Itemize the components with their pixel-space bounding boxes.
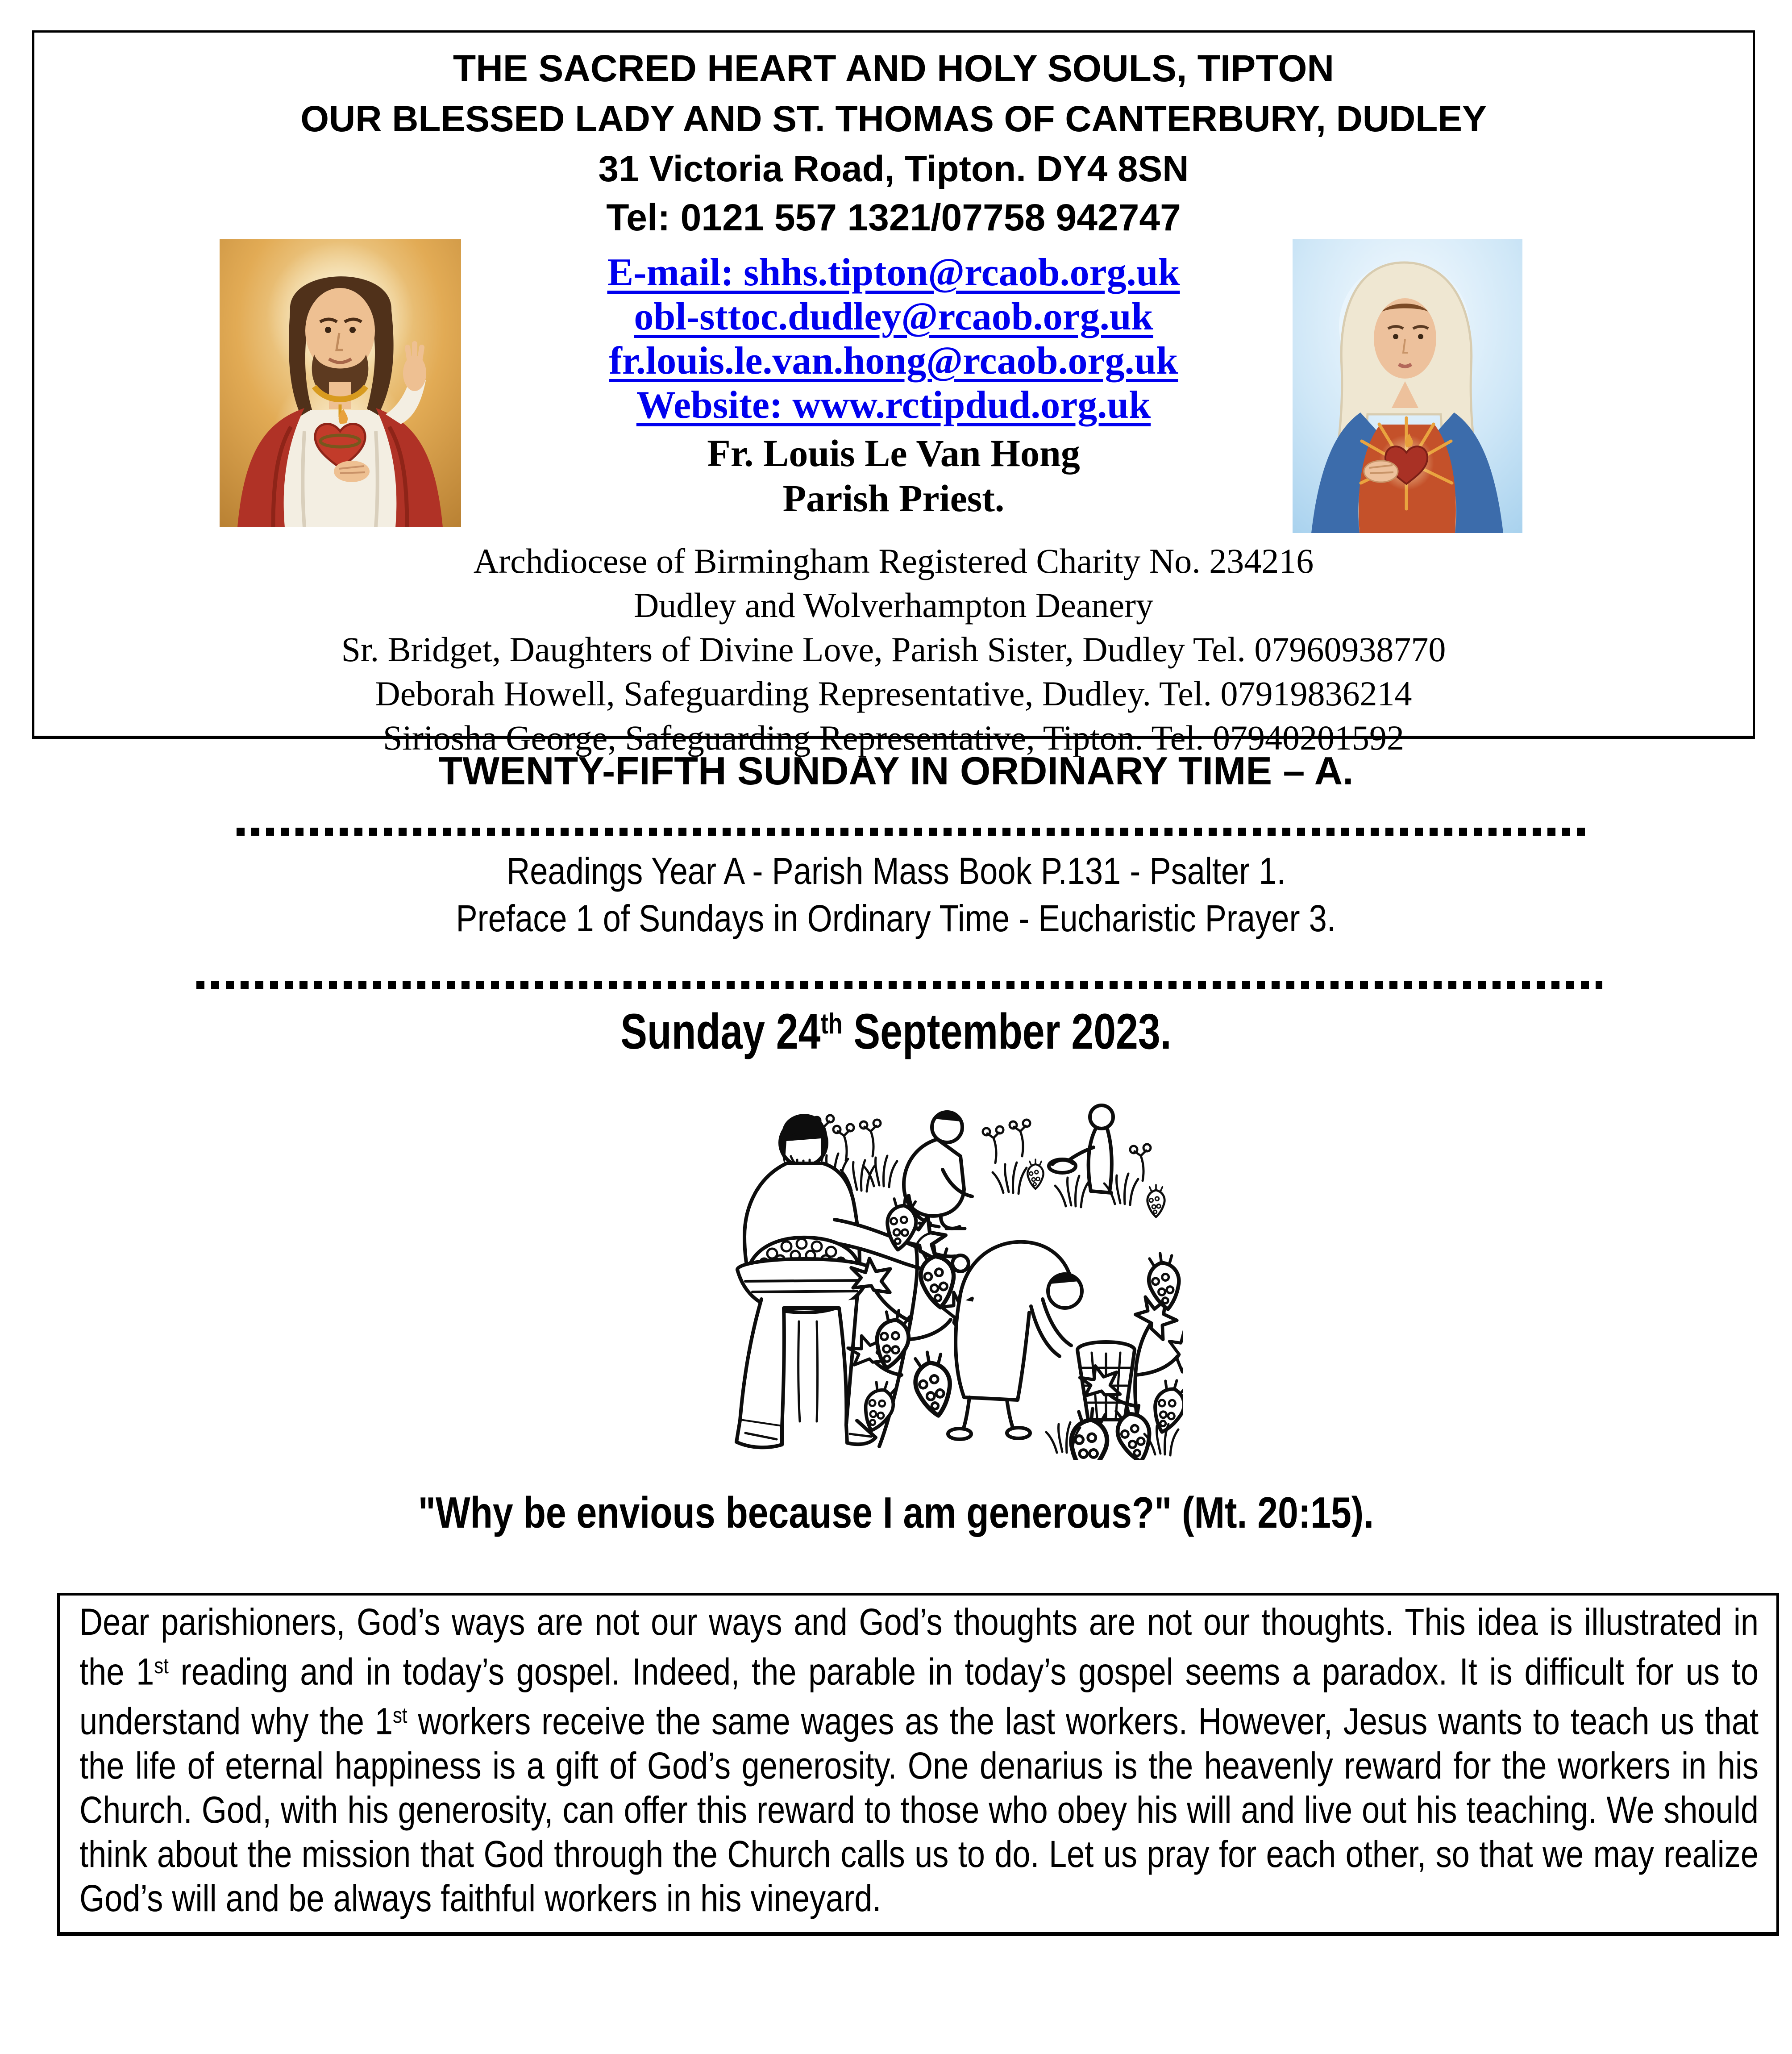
church-address: 31 Victoria Road, Tipton. DY4 8SN (598, 149, 1189, 189)
dotted-separator-bottom (196, 981, 1602, 989)
safeguarding-dudley-line: Deborah Howell, Safeguarding Representative, Dudley. Tel. 07919836214 (375, 674, 1412, 713)
dudley-email-link[interactable]: obl-sttoc.dudley@rcaob.org.uk (634, 295, 1153, 338)
readings-line: Readings Year A - Parish Mass Book P.131 - Psalter 1. (506, 850, 1286, 892)
preface-line: Preface 1 of Sundays in Ordinary Time - Eucharistic Prayer 3. (456, 897, 1336, 939)
ordinal-superscript: st (154, 1654, 169, 1678)
sacred-heart-of-jesus-image (220, 239, 461, 527)
pastor-message-text: Dear parishioners, God’s ways are not our ways and God’s thoughts are not our thoughts. This idea is illustrated in the 1st reading and in today’s gospel. Indeed, the parable in today’s gospel seems a paradox. It is difficult for us to understand why the 1st workers receive the same wages as the last workers. However, Jesus wants to teach us that the life of eternal happiness is a gift of God’s generosity. One denarius is the heavenly reward for the workers in his Church. God, with his generosity, can offer this reward to those who obey his will and live out his teaching. We should think about the mission that God through the Church calls us to do. Let us pray for each other, so that we may realize God’s will and be always faithful workers in his vineyard. (79, 1601, 1759, 1919)
priest-name: Fr. Louis Le Van Hong (707, 432, 1080, 475)
parish-header-box (32, 30, 1755, 757)
ordinal-superscript: st (392, 1704, 407, 1728)
pastor-message-box (57, 1593, 1779, 1936)
deanery-line: Dudley and Wolverhampton Deanery (633, 586, 1154, 625)
date-heading: Sunday 24th September 2023. (620, 1003, 1172, 1059)
immaculate-heart-of-mary-image (1293, 239, 1522, 533)
gospel-quote: "Why be envious because I am generous?" (Mt. 20:15). (418, 1488, 1374, 1537)
date-ordinal: th (820, 1007, 843, 1040)
website-link[interactable]: Website: www.rctipdud.org.uk (636, 383, 1151, 427)
priest-email-link[interactable]: fr.louis.le.van.hong@rcaob.org.uk (609, 339, 1178, 383)
bending-worker (948, 1242, 1082, 1439)
charity-line: Archdiocese of Birmingham Registered Charity No. 234216 (473, 542, 1314, 580)
church-name-dudley: OUR BLESSED LADY AND ST. THOMAS OF CANTERBURY, DUDLEY (300, 99, 1487, 139)
parish-email-link[interactable]: E-mail: shhs.tipton@rcaob.org.uk (607, 251, 1180, 294)
vineyard-workers-illustration (669, 1089, 1183, 1460)
dotted-separator-top (237, 828, 1589, 836)
sunday-title: TWENTY-FIFTH SUNDAY IN ORDINARY TIME – A. (438, 749, 1354, 793)
church-name-tipton: THE SACRED HEART AND HOLY SOULS, TIPTON (453, 47, 1335, 89)
distant-worker (1049, 1105, 1113, 1193)
safeguarding-tipton-line: Siriosha George, Safeguarding Representative, Tipton. Tel. 07940201592 (383, 718, 1405, 757)
parish-sister-line: Sr. Bridget, Daughters of Divine Love, Parish Sister, Dudley Tel. 07960938770 (341, 630, 1446, 669)
priest-role: Parish Priest. (782, 477, 1005, 520)
church-phone: Tel: 0121 557 1321/07758 942747 (606, 196, 1181, 238)
